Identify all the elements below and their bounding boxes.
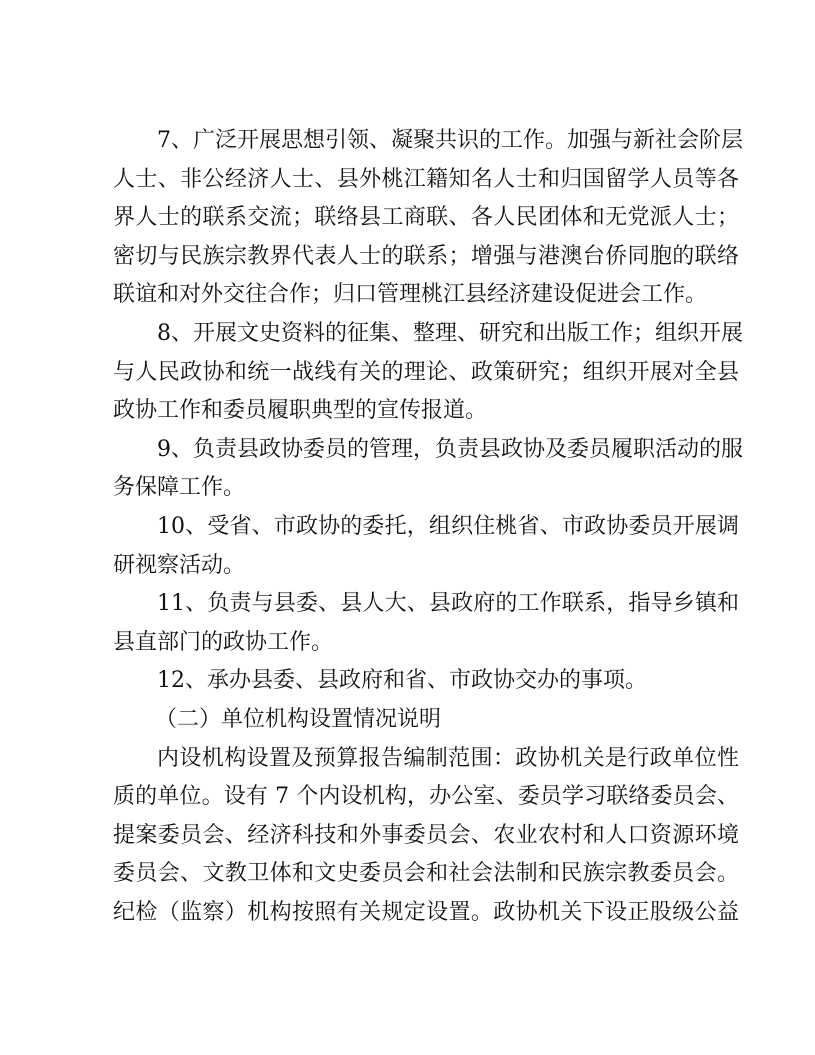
text-line: 与人民政协和统一战线有关的理论、政策研究；组织开展对全县 (113, 359, 739, 385)
text-line: 10、受省、市政协的委托，组织住桃省、市政协委员开展调 (157, 513, 739, 539)
text-line: 11、负责与县委、县人大、县政府的工作联系，指导乡镇和 (157, 591, 739, 617)
text-line: 8、开展文史资料的征集、整理、研究和出版工作；组织开展 (157, 320, 743, 346)
section-heading: （二）单位机构设置情况说明 (155, 706, 442, 732)
text-line: 9、负责县政协委员的管理，负责县政协及委员履职活动的服 (157, 436, 743, 462)
body-text (113, 122, 743, 932)
text-line: 密切与民族宗教界代表人士的联系；增强与港澳台侨同胞的联络 (113, 243, 739, 269)
text-line: 7、广泛开展思想引领、凝聚共识的工作。加强与新社会阶层 (157, 128, 743, 153)
text-line: 政协工作和委员履职典型的宣传报道。 (113, 398, 488, 424)
text-line: 提案委员会、经济科技和外事委员会、农业农村和人口资源环境 (113, 822, 739, 848)
text-line: 研视察活动。 (113, 552, 246, 578)
text-line: 委员会、文教卫体和文史委员会和社会法制和民族宗教委员会。 (113, 861, 739, 887)
text-line: 县直部门的政协工作。 (113, 629, 334, 655)
text-line: 纪检（监察）机构按照有关规定设置。政协机关下设正股级公益 (113, 899, 739, 925)
text-line: 内设机构设置及预算报告编制范围：政协机关是行政单位性 (157, 745, 739, 771)
text-line: 联谊和对外交往合作；归口管理桃江县经济建设促进会工作。 (113, 282, 708, 308)
text-line: 质的单位。设有 7 个内设机构，办公室、委员学习联络委员会、 (113, 784, 739, 810)
text-line: 人士、非公经济人士、县外桃江籍知名人士和归国留学人员等各 (113, 166, 739, 192)
text-line: 界人士的联系交流；联络县工商联、各人民团体和无党派人士； (113, 205, 739, 231)
text-line: 务保障工作。 (113, 475, 246, 501)
text-line: 12、承办县委、县政府和省、市政协交办的事项。 (157, 668, 647, 694)
